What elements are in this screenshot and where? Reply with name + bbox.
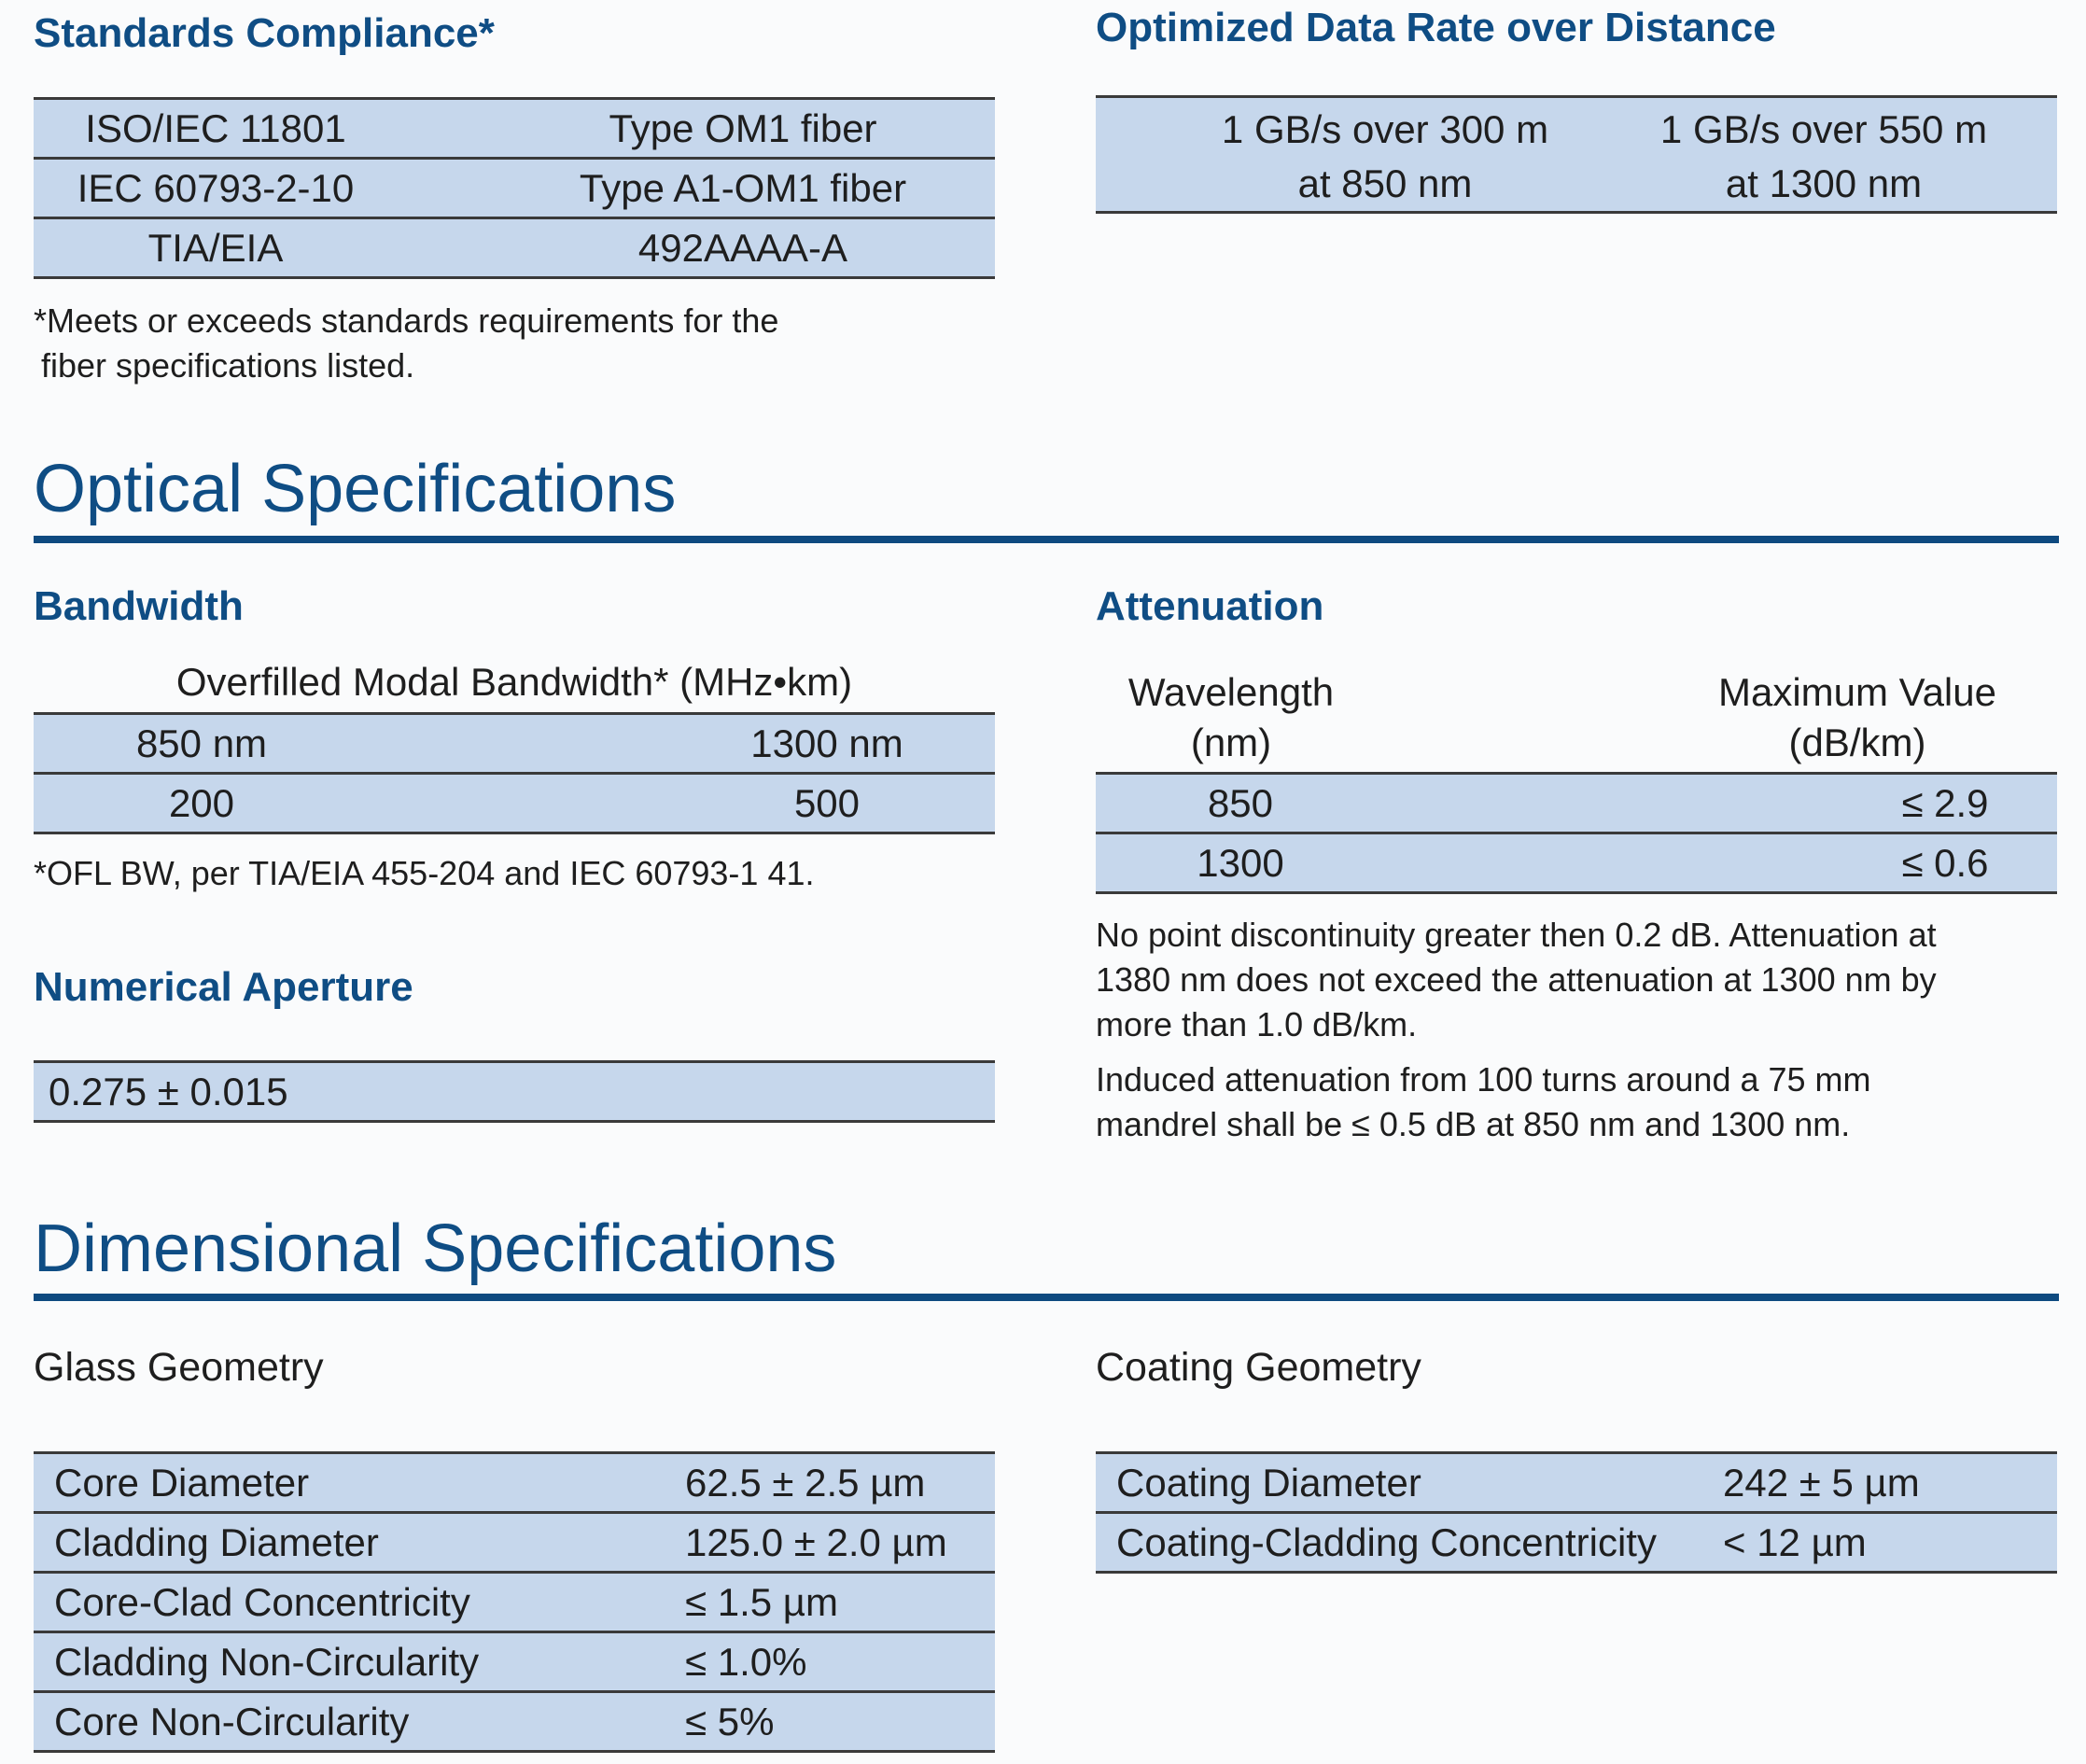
optical-specifications-heading: Optical Specifications <box>34 452 677 526</box>
wavelength-cell: 1300 <box>1197 841 1284 885</box>
standard-name: ISO/IEC 11801 <box>85 106 346 150</box>
max-value-cell: ≤ 0.6 <box>1901 841 1989 885</box>
dimensional-specifications-heading: Dimensional Specifications <box>34 1211 837 1286</box>
standards-table <box>34 97 995 279</box>
section-divider <box>34 536 2059 543</box>
bandwidth-table <box>34 712 995 834</box>
standards-compliance-heading: Standards Compliance* <box>34 10 495 56</box>
fiber-type: Type A1-OM1 fiber <box>579 166 907 210</box>
table-row <box>34 1633 995 1693</box>
bandwidth-heading: Bandwidth <box>34 583 244 629</box>
table-row <box>34 219 995 279</box>
table-row <box>34 1063 995 1123</box>
table-row <box>1096 775 2057 834</box>
fiber-type: Type OM1 fiber <box>609 106 877 150</box>
note-line: Induced attenuation from 100 turns around a 75 mm <box>1096 1060 1871 1099</box>
parameter-value: < 12 µm <box>1723 1520 1867 1564</box>
standards-footnote <box>34 299 967 388</box>
parameter-value: 62.5 ± 2.5 µm <box>685 1461 926 1505</box>
fiber-type: 492AAAA-A <box>637 226 848 270</box>
table-row <box>34 100 995 160</box>
parameter-label: Cladding Non-Circularity <box>54 1640 480 1684</box>
section-divider <box>34 1294 2059 1301</box>
parameter-label: Coating Diameter <box>1116 1461 1421 1505</box>
bandwidth-cell: 850 nm <box>135 721 268 765</box>
note-line: more than 1.0 dB/km. <box>1096 1005 1418 1043</box>
bandwidth-cell: 500 <box>793 781 861 825</box>
data-rate-line: at 1300 nm <box>1725 161 1923 205</box>
standard-name: TIA/EIA <box>147 226 284 270</box>
table-row <box>1096 1454 2057 1514</box>
table-row <box>34 1454 995 1514</box>
glass-geometry-table <box>34 1451 995 1753</box>
bandwidth-header: Overfilled Modal Bandwidth* (MHz•km) <box>175 660 853 704</box>
coating-geometry-table <box>1096 1451 2057 1574</box>
attenuation-note-induced <box>1096 1057 2066 1147</box>
header-line: (nm) <box>1190 721 1272 764</box>
parameter-value: 125.0 ± 2.0 µm <box>685 1520 947 1564</box>
table-row <box>34 1693 995 1753</box>
data-rate-line: at 850 nm <box>1297 161 1473 205</box>
max-value-column-header <box>1680 667 2035 768</box>
attenuation-heading: Attenuation <box>1096 583 1324 629</box>
table-row <box>1096 1514 2057 1574</box>
numerical-aperture-value: 0.275 ± 0.015 <box>49 1070 288 1113</box>
max-value-cell: ≤ 2.9 <box>1901 781 1989 825</box>
bandwidth-footnote: *OFL BW, per TIA/EIA 455-204 and IEC 60793-1 41. <box>34 854 815 892</box>
parameter-value: ≤ 1.5 µm <box>685 1580 838 1624</box>
parameter-label: Core-Clad Concentricity <box>54 1580 470 1624</box>
parameter-label: Coating-Cladding Concentricity <box>1116 1520 1657 1564</box>
parameter-label: Core Non-Circularity <box>54 1700 410 1743</box>
data-rate-1300 <box>1628 103 2020 211</box>
data-rate-line: 1 GB/s over 300 m <box>1221 107 1549 151</box>
table-row <box>34 775 995 834</box>
table-row <box>34 160 995 219</box>
note-line: mandrel shall be ≤ 0.5 dB at 850 nm and 1300 nm. <box>1096 1105 1851 1143</box>
note-line: 1380 nm does not exceed the attenuation at 1300 nm by <box>1096 960 1937 999</box>
data-rate-850 <box>1152 103 1618 211</box>
table-row <box>34 1514 995 1574</box>
bandwidth-cell: 1300 nm <box>750 721 903 765</box>
parameter-label: Core Diameter <box>54 1461 310 1505</box>
footnote-line: *Meets or exceeds standards requirements for the <box>34 301 779 340</box>
table-row <box>1096 834 2057 894</box>
numerical-aperture-table <box>34 1060 995 1123</box>
standard-name: IEC 60793-2-10 <box>77 166 355 210</box>
data-rate-line: 1 GB/s over 550 m <box>1659 107 1988 151</box>
wavelength-column-header <box>1096 667 1366 768</box>
coating-geometry-heading: Coating Geometry <box>1096 1345 1421 1390</box>
wavelength-cell: 850 <box>1207 781 1274 825</box>
header-line: (dB/km) <box>1788 721 1926 764</box>
table-row <box>34 1574 995 1633</box>
attenuation-note-discontinuity <box>1096 913 2066 1047</box>
bandwidth-cell: 200 <box>168 781 235 825</box>
parameter-value: 242 ± 5 µm <box>1723 1461 1920 1505</box>
parameter-label: Cladding Diameter <box>54 1520 379 1564</box>
glass-geometry-heading: Glass Geometry <box>34 1345 324 1390</box>
data-rate-table <box>1096 95 2057 214</box>
data-rate-heading: Optimized Data Rate over Distance <box>1096 5 1776 50</box>
header-line: Maximum Value <box>1718 670 1996 714</box>
parameter-value: ≤ 5% <box>685 1700 775 1743</box>
footnote-line: fiber specifications listed. <box>41 346 415 385</box>
attenuation-table <box>1096 772 2057 894</box>
numerical-aperture-heading: Numerical Aperture <box>34 964 413 1010</box>
header-line: Wavelength <box>1127 670 1335 714</box>
table-row <box>34 715 995 775</box>
note-line: No point discontinuity greater then 0.2 dB. Attenuation at <box>1096 916 1937 954</box>
parameter-value: ≤ 1.0% <box>685 1640 807 1684</box>
